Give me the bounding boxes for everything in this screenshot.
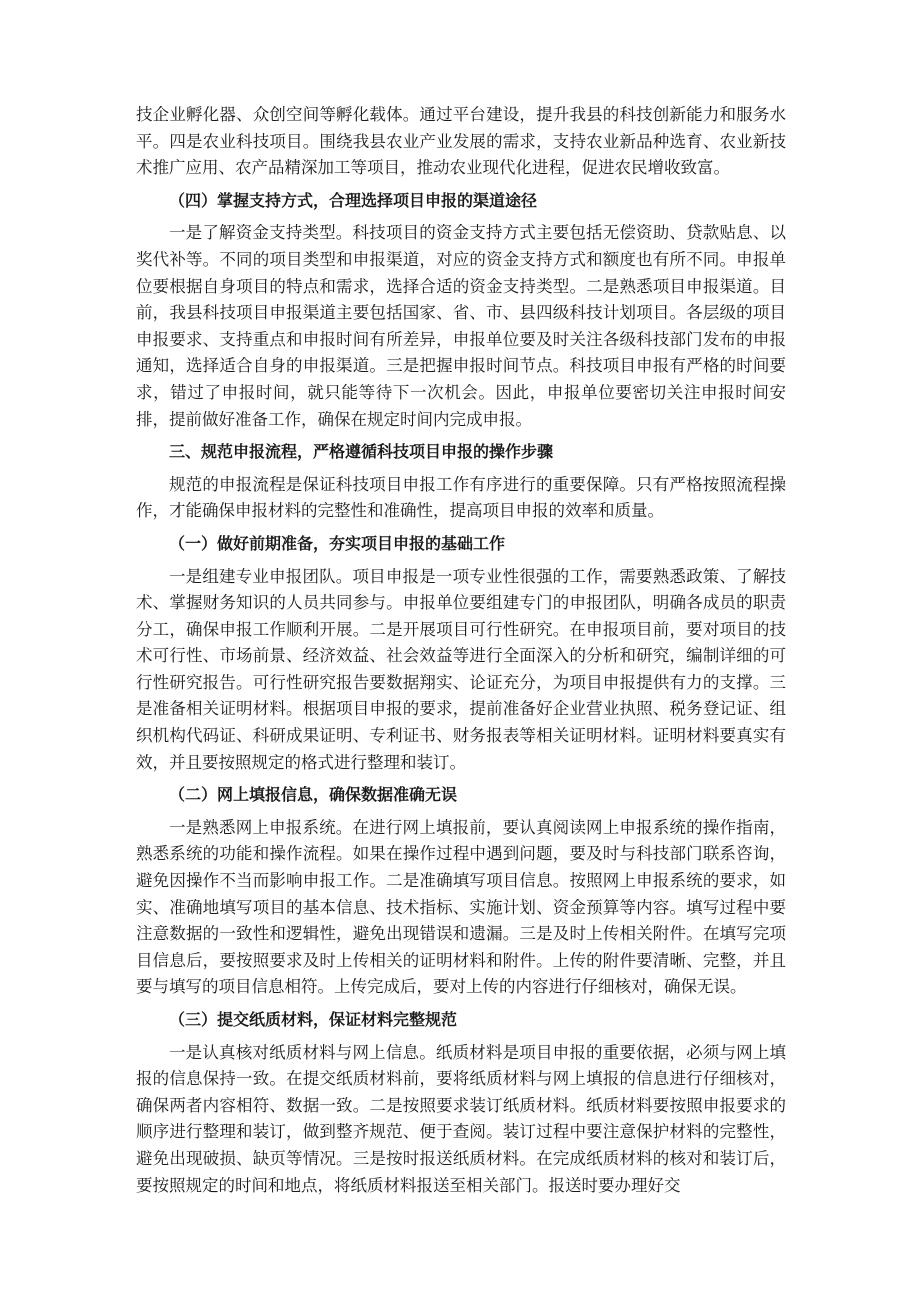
paragraph-online-filing: 一是熟悉网上申报系统。在进行网上填报前，要认真阅读网上申报系统的操作指南，熟悉系统的功能和操作流程。如果在操作过程中遇到问题，要及时与科技部门联系咨询，避免因操作不当而影响申报工作。二是准确填写项目信息。按照网上申报系统的要求，如实、准确地填写项目的基本信息、技术指标、实施计划、资金预算等内容。填写过程中要注意数据的一致性和逻辑性，避免出现错误和遗漏。三是及时上传相关附件。在填写完项目信息后，要按照要求及时上传相关的证明材料和附件。上传的附件要清晰、完整，并且要与填写的项目信息相符。上传完成后，要对上传的内容进行仔细核对，确保无误。 bbox=[136, 817, 786, 997]
section-heading-4: （四）掌握支持方式，合理选择项目申报的渠道途径 bbox=[169, 190, 538, 210]
paragraph-process-intro: 规范的申报流程是保证科技项目申报工作有序进行的重要保障。只有严格按照流程操作，才能确保申报材料的完整性和准确性，提高项目申报的效率和质量。 bbox=[136, 474, 786, 521]
section-heading-3: （三）提交纸质材料，保证材料完整规范 bbox=[169, 1010, 458, 1029]
section-heading-1: （一）做好前期准备，夯实项目申报的基础工作 bbox=[169, 533, 506, 553]
document-page bbox=[136, 102, 786, 1205]
chapter-heading-3: 三、规范申报流程，严格遵循科技项目申报的操作步骤 bbox=[169, 442, 554, 462]
paragraph-preparation: 一是组建专业申报团队。项目申报是一项专业性很强的工作，需要熟悉政策、了解技术、掌握财务知识的人员共同参与。申报单位要组建专门的申报团队，明确各成员的职责分工，确保申报工作顺利开展。二是开展项目可行性研究。在申报项目前，要对项目的技术可行性、市场前景、经济效益、社会效益等进行全面深入的分析和研究，编制详细的可行性研究报告。可行性研究报告要数据翔实、论证充分，为项目申报提供有力的支撑。三是准备相关证明材料。根据项目申报的要求，提前准备好企业营业执照、税务登记证、组织机构代码证、科研成果证明、专利证书、财务报表等相关证明材料。证明材料要真实有效，并且要按照规定的格式进行整理和装订。 bbox=[136, 566, 786, 772]
section-heading-2: （二）网上填报信息，确保数据准确无误 bbox=[169, 785, 458, 805]
paragraph-platform-agri: 技企业孵化器、众创空间等孵化载体。通过平台建设，提升我县的科技创新能力和服务水平。四是农业科技项目。围绕我县农业产业发展的需求，支持农业新品种选育、农业新技术推广应用、农产品精深加工等项目，推动农业现代化进程，促进农民增收致富。 bbox=[136, 105, 786, 178]
paragraph-paper-materials: 一是认真核对纸质材料与网上信息。纸质材料是项目申报的重要依据，必须与网上填报的信息保持一致。在提交纸质材料前，要将纸质材料与网上填报的信息进行仔细核对，确保两者内容相符、数据一致。二是按照要求装订纸质材料。纸质材料要按照申报要求的顺序进行整理和装订，做到整齐规范、便于查阅。装订过程中要注意保护材料的完整性，避免出现破损、缺页等情况。三是按时报送纸质材料。在完成纸质材料的核对和装订后，要按照规定的时间和地点，将纸质材料报送至相关部门。报送时要办理好交 bbox=[136, 1042, 786, 1195]
paragraph-support-methods: 一是了解资金支持类型。科技项目的资金支持方式主要包括无偿资助、贷款贴息、以奖代补等。不同的项目类型和申报渠道，对应的资金支持方式和额度也有所不同。申报单位要根据自身项目的特点和需求，选择合适的资金支持类型。二是熟悉项目申报渠道。目前，我县科技项目申报渠道主要包括国家、省、市、县四级科技计划项目。各层级的项目申报要求、支持重点和申报时间有所差异，申报单位要及时关注各级科技部门发布的申报通知，选择适合自身的申报渠道。三是把握申报时间节点。科技项目申报有严格的时间要求，错过了申报时间，就只能等待下一次机会。因此，申报单位要密切关注申报时间安排，提前做好准备工作，确保在规定时间内完成申报。 bbox=[136, 223, 786, 429]
